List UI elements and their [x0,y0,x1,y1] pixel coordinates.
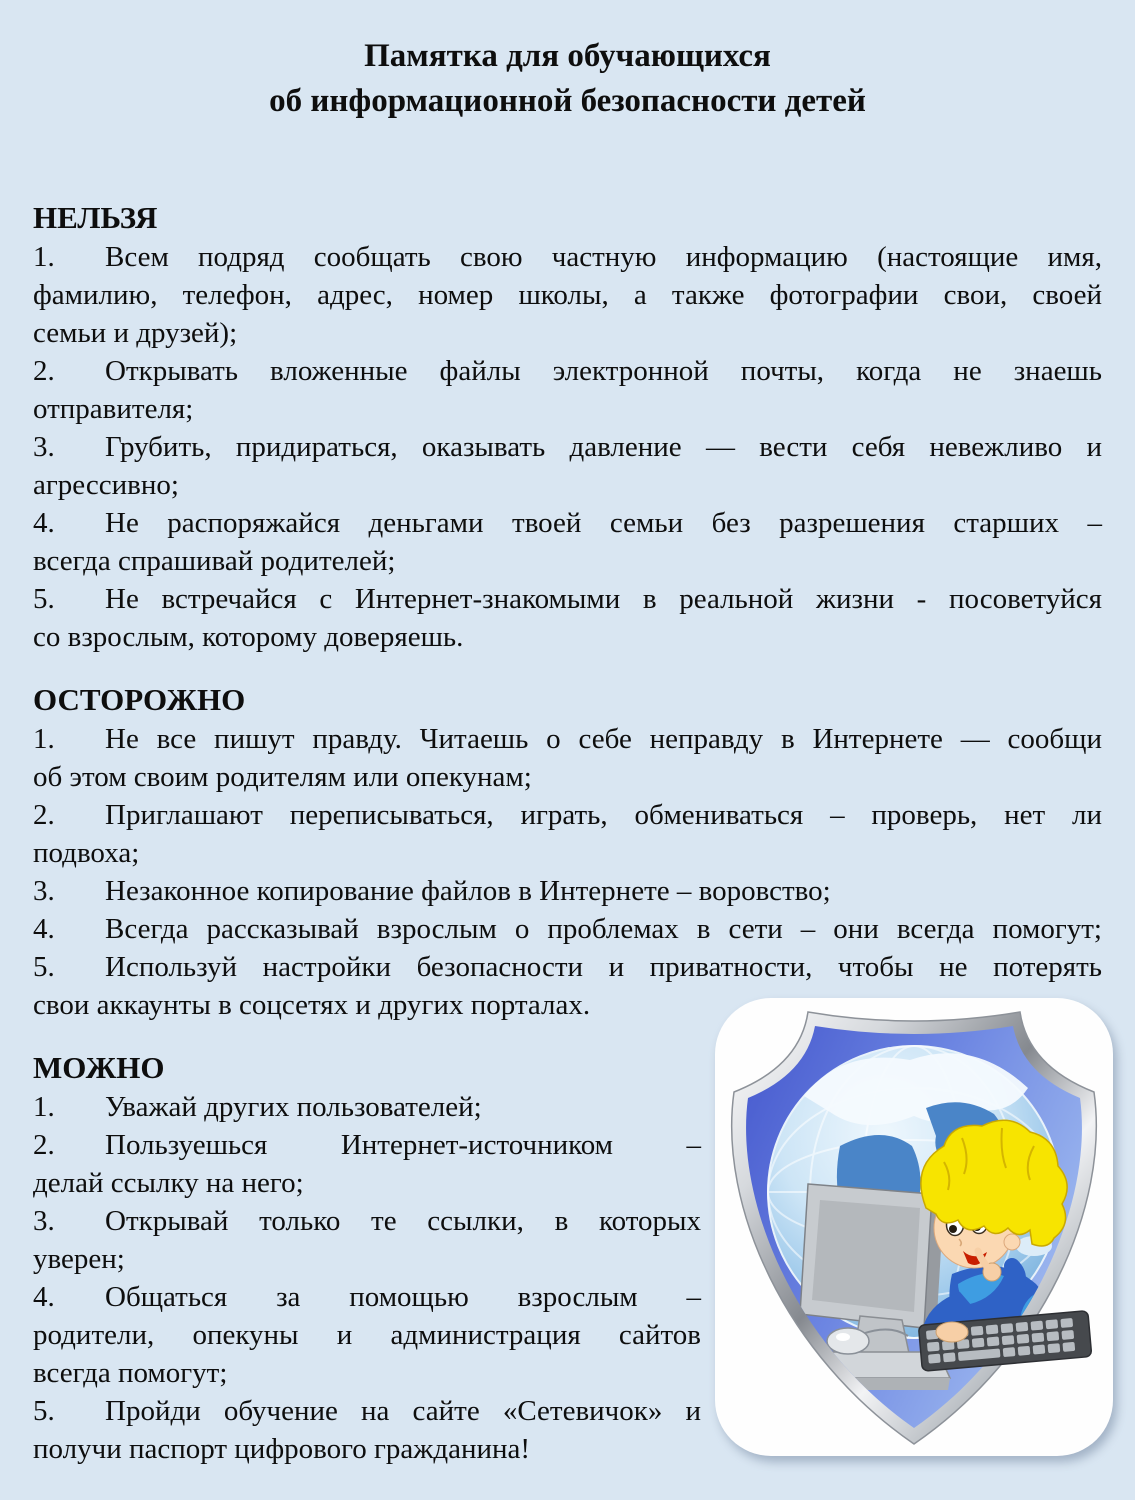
item-line [33,720,1102,758]
item-line [33,428,1102,466]
item-number: 5. [33,951,55,983]
item-line [33,1278,701,1316]
safety-shield-graphic [712,996,1120,1464]
item-text: Грубить, придираться, оказывать давление — вести себя невежливо и [105,431,1102,463]
item-text: Всегда рассказывай взрослым о проблемах в сети – они всегда помогут; [105,913,1102,945]
item-number: 4. [33,507,55,539]
item-line: агрессивно; [33,469,179,501]
item-text: Приглашают переписываться, играть, обмениваться – проверь, нет ли [105,799,1102,831]
section-heading-forbidden: НЕЛЬЗЯ [33,200,158,235]
list-item [33,1392,701,1468]
item-number: 4. [33,1281,55,1313]
item-line: отправителя; [33,393,194,425]
item-number: 1. [33,1091,55,1123]
title-line-1: Памятка для обучающихся [364,38,771,74]
list-item [33,720,1102,796]
item-number: 3. [33,1205,55,1237]
item-line [33,1392,701,1430]
item-number: 1. [33,723,55,755]
item-number: 2. [33,799,55,831]
item-number: 5. [33,1395,55,1427]
list-item [33,428,1102,504]
item-text: Пользуешься Интернет-источником – [105,1129,701,1161]
item-line [33,352,1102,390]
item-line [33,1088,701,1126]
item-text: Незаконное копирование файлов в Интернете – воровство; [105,875,831,907]
item-line: со взрослым, которому доверяешь. [33,621,464,653]
list-item [33,580,1102,656]
item-text: Не все пишут правду. Читаешь о себе неправду в Интернете — сообщи [105,723,1102,755]
item-line [33,796,1102,834]
list-item [33,352,1102,428]
section-heading-caution: ОСТОРОЖНО [33,682,246,717]
list-item [33,238,1102,352]
item-text: Общаться за помощью взрослым – [105,1281,701,1313]
item-number: 1. [33,241,55,273]
item-number: 5. [33,583,55,615]
title-line-2: об информационной безопасности детей [269,83,866,119]
section-allowed [33,1048,701,1468]
item-line [33,238,1102,276]
item-line [33,504,1102,542]
item-number: 2. [33,1129,55,1161]
item-number: 3. [33,431,55,463]
list-item [33,872,1102,910]
item-text: Открывать вложенные файлы электронной почты, когда не знаешь [105,355,1102,387]
document-title [33,34,1102,124]
item-text: Используй настройки безопасности и приватности, чтобы не потерять [105,951,1102,983]
item-line: свои аккаунты в соцсетях и других порталах. [33,989,591,1021]
item-text: Пройди обучение на сайте «Сетевичок» и [105,1395,701,1427]
list-item [33,1202,701,1278]
item-text: Не распоряжайся деньгами твоей семьи без разрешения старших – [105,507,1102,539]
list-item [33,910,1102,948]
item-line: подвоха; [33,837,140,869]
item-text: Открывай только те ссылки, в которых [105,1205,701,1237]
item-line [33,580,1102,618]
item-line [33,1202,701,1240]
item-line: всегда помогут; [33,1357,228,1389]
item-number: 2. [33,355,55,387]
safety-shield-illustration [712,996,1120,1464]
item-line: всегда спрашивай родителей; [33,545,396,577]
item-line [33,948,1102,986]
item-line: получи паспорт цифрового гражданина! [33,1433,531,1465]
list-item [33,1088,701,1126]
list-item [33,504,1102,580]
item-number: 3. [33,875,55,907]
item-text: Всем подряд сообщать свою частную информацию (настоящие имя, [105,241,1102,273]
item-line: семьи и друзей); [33,317,238,349]
section-forbidden [33,198,1102,656]
item-line: делай ссылку на него; [33,1167,304,1199]
item-line: фамилию, телефон, адрес, номер школы, а также фотографии свои, своей [33,279,1102,311]
item-line: родители, опекуны и администрация сайтов [33,1319,701,1351]
item-text: Не встречайся с Интернет-знакомыми в реальной жизни - посоветуйся [105,583,1102,615]
list-item [33,1278,701,1392]
item-line [33,1126,701,1164]
item-text: Уважай других пользователей; [105,1091,482,1123]
list-item [33,1126,701,1202]
item-number: 4. [33,913,55,945]
item-line [33,872,1102,910]
section-heading-allowed: МОЖНО [33,1050,165,1085]
item-line: уверен; [33,1243,125,1275]
list-item [33,796,1102,872]
section-caution [33,680,1102,1024]
item-line [33,910,1102,948]
item-line: об этом своим родителям или опекунам; [33,761,532,793]
